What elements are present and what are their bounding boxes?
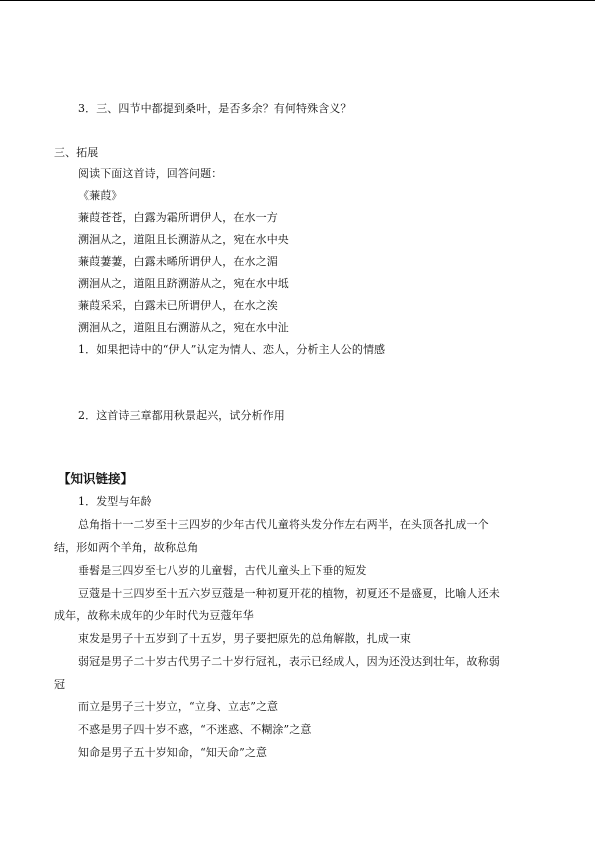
knowledge-zhiming: 知命是男子五十岁知命，“知天命”之意 — [78, 746, 268, 759]
question-3: 3．三、四节中都提到桑叶，是否多余？有何特殊含义？ — [78, 102, 352, 115]
poem-line: 蒹葭萋萋，白露未晞所谓伊人，在水之湄 — [78, 255, 278, 268]
knowledge-zongjiao-line2: 结，形如两个羊角，故称总角 — [54, 541, 199, 554]
page-top-border — [0, 0, 595, 1]
extension-question-2: 2．这首诗三章都用秋景起兴，试分析作用 — [78, 409, 285, 422]
poem-line: 溯洄从之，道阻且跻溯游从之，宛在水中坻 — [78, 277, 289, 290]
extension-question-1: 1．如果把诗中的“伊人”认定为情人、恋人，分析主人公的情感 — [78, 343, 386, 356]
extension-intro: 阅读下面这首诗，回答问题： — [78, 167, 223, 180]
knowledge-shufa: 束发是男子十五岁到了十五岁，男子要把原先的总角解散，扎成一束 — [78, 632, 411, 645]
knowledge-buhuo: 不惑是男子四十岁不惑，“不迷惑、不糊涂”之意 — [78, 723, 312, 736]
poem-line: 蒹葭苍苍，白露为霜所谓伊人，在水一方 — [78, 211, 278, 224]
extension-heading: 三、拓展 — [54, 146, 99, 159]
knowledge-doukou-line1: 豆蔻是十三四岁至十五六岁豆蔻是一种初夏开花的植物，初夏还不是盛夏，比喻人还未 — [78, 587, 500, 600]
knowledge-heading: 【知识链接】 — [58, 471, 134, 486]
knowledge-erli: 而立是男子三十岁立，“立身、立志”之意 — [78, 700, 279, 713]
knowledge-chuitiao: 垂髫是三四岁至七八岁的儿童髫，古代儿童头上下垂的短发 — [78, 564, 367, 577]
poem-line: 蒹葭采采，白露未已所谓伊人，在水之涘 — [78, 299, 278, 312]
knowledge-ruoguan-line2: 冠 — [54, 678, 66, 691]
poem-title: 《蒹葭》 — [78, 189, 123, 202]
knowledge-doukou-line2: 成年，故称未成年的少年时代为豆蔻年华 — [54, 609, 254, 622]
knowledge-ruoguan-line1: 弱冠是男子二十岁古代男子二十岁行冠礼，表示已经成人，因为还没达到壮年，故称弱 — [78, 655, 500, 668]
knowledge-zongjiao-line1: 总角指十一二岁至十三四岁的少年古代儿童将头发分作左右两半，在头顶各扎成一个 — [78, 518, 489, 531]
poem-line: 溯洄从之，道阻且右溯游从之，宛在水中沚 — [78, 321, 289, 334]
knowledge-subheading: 1．发型与年龄 — [78, 495, 152, 508]
poem-line: 溯洄从之，道阻且长溯游从之，宛在水中央 — [78, 233, 289, 246]
